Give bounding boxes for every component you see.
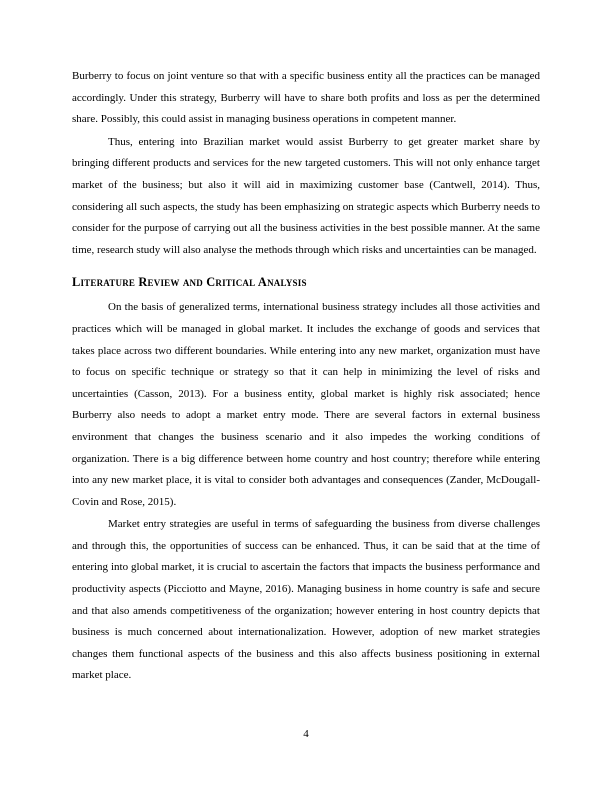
paragraph-joint-venture: Burberry to focus on joint venture so that with a specific business entity all the practices can be managed accordingly. Under this strategy, Burberry will have to share both profits and loss as per the determined share. Possibly, this could assist in managing business operations in competent manner. [72, 70, 540, 126]
paragraph-international-strategy: On the basis of generalized terms, international business strategy includes all those activities and practices which will be managed in global market. It includes the exchange of goods and services that takes place across two different boundaries. While entering into any new market, organization must have to focus on specific technique or strategy so that it can help in minimizing the level of risks and uncertainties (Casson, 2013). For a business entity, global market is highly risk associated; hence Burberry also needs to adopt a market entry mode. There are several factors in external business environment that changes the business scenario and it also impedes the working conditions of organization. There is a big difference between home country and host country; therefore while entering into any new market place, it is vital to consider both advantages and consequences (Zander, McDougall-Covin and Rose, 2015). [72, 301, 540, 508]
section-heading: Literature Review and Critical Analysis [72, 275, 307, 290]
paragraph-brazilian-market: Thus, entering into Brazilian market would assist Burberry to get greater market share by bringing different products and services for the new targeted customers. This will not only enhance target market of the business; but also it will aid in maximizing customer base (Cantwell, 2014). Thus, considering all such aspects, the study has been emphasizing on strategic aspects which Burberry needs to consider for the purpose of carrying out all the business activities in the best possible manner. At the same time, research study will also analyse the methods through which risks and uncertainties can be managed. [72, 135, 540, 256]
document-page [72, 66, 540, 687]
paragraph-market-entry: Market entry strategies are useful in terms of safeguarding the business from diverse challenges and through this, the opportunities of success can be enhanced. Thus, it can be said that at the time of entering into global market, it is crucial to ascertain the factors that impacts the business performance and productivity aspects (Picciotto and Mayne, 2016). Managing business in home country is safe and secure and that also amends competitiveness of the organization; however entering in host country depicts that business is much concerned about internationalization. However, adoption of new market strategies changes them functional aspects of the business and this also affects business positioning in external market place. [72, 518, 540, 682]
page-number: 4 [303, 728, 309, 740]
